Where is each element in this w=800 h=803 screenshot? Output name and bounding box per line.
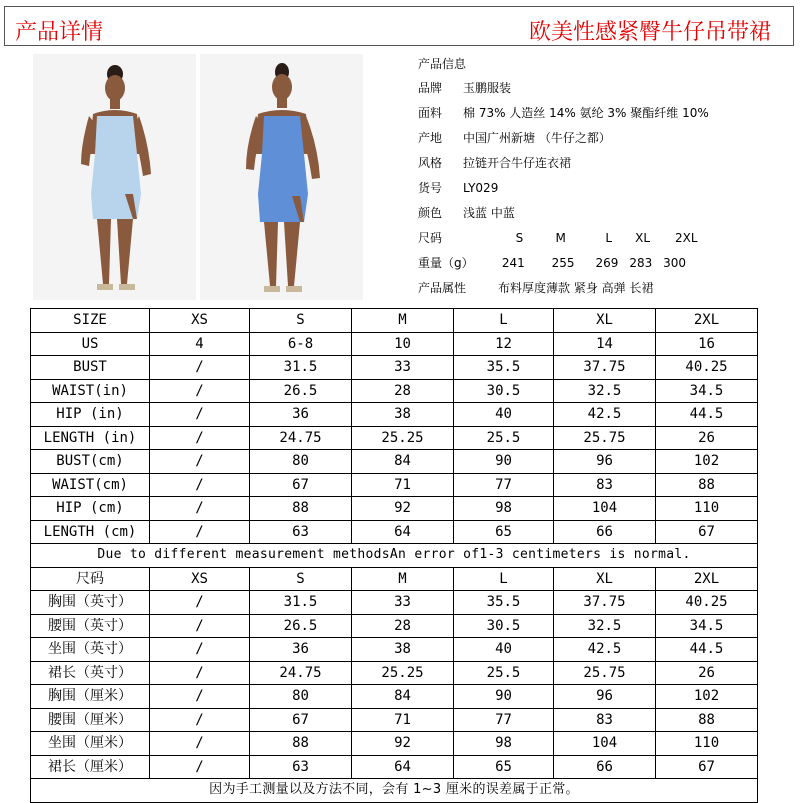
size-label: M [555, 231, 566, 245]
weight-value: 300 [663, 256, 687, 270]
row-label-cell: 腰围（厘米） [31, 708, 150, 732]
table-row [31, 685, 758, 709]
value-cell: 80 [250, 685, 352, 709]
value-cell: 110 [656, 732, 758, 756]
value-cell: 84 [352, 450, 454, 474]
value-cell: 38 [352, 638, 454, 662]
row-label-cell: LENGTH (cm) [31, 520, 150, 544]
note-row-en [31, 544, 758, 568]
product-photo-mid-blue [200, 54, 363, 300]
value-cell: 42.5 [554, 638, 656, 662]
row-label-cell: 尺码 [31, 567, 150, 591]
info-row-item-number: 货号 LY029 [418, 181, 499, 195]
value-cell: 25.5 [454, 661, 554, 685]
value-cell: 63 [250, 755, 352, 779]
value-cell: XS [150, 309, 250, 333]
value-cell: 77 [454, 473, 554, 497]
value-cell: 40 [454, 403, 554, 427]
value-cell: 67 [250, 708, 352, 732]
value-cell: 24.75 [250, 426, 352, 450]
value-cell: 65 [454, 520, 554, 544]
value-cell: M [352, 567, 454, 591]
value-cell: 33 [352, 356, 454, 380]
value-cell: 98 [454, 497, 554, 521]
value-cell: 64 [352, 520, 454, 544]
value-cell: / [150, 685, 250, 709]
value-cell: S [250, 309, 352, 333]
value-cell: 32.5 [554, 614, 656, 638]
value-cell: 110 [656, 497, 758, 521]
weight-value: 269 [595, 256, 619, 270]
value-cell: S [250, 567, 352, 591]
info-row-style: 风格 拉链开合牛仔连衣裙 [418, 156, 572, 170]
size-chart-table [30, 308, 758, 803]
table-header-row-cn [31, 567, 758, 591]
table-row [31, 426, 758, 450]
table-row [31, 732, 758, 756]
table-row [31, 520, 758, 544]
row-label-cell: 腰围（英寸） [31, 614, 150, 638]
row-label-cell: 胸围（英寸） [31, 591, 150, 615]
value-cell: 26.5 [250, 379, 352, 403]
model-mid-blue-dress-image [200, 54, 363, 300]
info-row-sizes: 尺码 S M L XL 2XL [418, 226, 798, 251]
value-cell: / [150, 379, 250, 403]
row-label-cell: 坐围（英寸） [31, 638, 150, 662]
value-cell: 30.5 [454, 379, 554, 403]
table-row [31, 450, 758, 474]
value-cell: M [352, 309, 454, 333]
value-cell: 88 [250, 732, 352, 756]
value-cell: 36 [250, 638, 352, 662]
row-label-cell: 胸围（厘米） [31, 685, 150, 709]
product-details-title: 产品详情 [15, 20, 104, 45]
table-row [31, 332, 758, 356]
value-cell: / [150, 520, 250, 544]
value-cell: 102 [656, 450, 758, 474]
note-row-cn [31, 779, 758, 803]
table-row [31, 614, 758, 638]
info-row-fabric: 面料 棉 73% 人造丝 14% 氨纶 3% 聚酯纤维 10% [418, 106, 709, 120]
value-cell: 83 [554, 473, 656, 497]
value-cell: L [454, 309, 554, 333]
info-row-color: 颜色 浅蓝 中蓝 [418, 206, 515, 220]
value-cell: 28 [352, 379, 454, 403]
value-cell: / [150, 497, 250, 521]
info-row-attributes: 产品属性 布料厚度薄款 紧身 高弹 长裙 [418, 281, 654, 295]
row-label-cell: 坐围（厘米） [31, 732, 150, 756]
value-cell: 34.5 [656, 614, 758, 638]
value-cell: 4 [150, 332, 250, 356]
value-cell: 77 [454, 708, 554, 732]
table-row [31, 497, 758, 521]
value-cell: / [150, 356, 250, 380]
value-cell: 83 [554, 708, 656, 732]
value-cell: 38 [352, 403, 454, 427]
value-cell: 14 [554, 332, 656, 356]
value-cell: 6-8 [250, 332, 352, 356]
table-row [31, 473, 758, 497]
row-label-cell: 裙长（厘米） [31, 755, 150, 779]
value-cell: 102 [656, 685, 758, 709]
row-label-cell: BUST(cm) [31, 450, 150, 474]
value-cell: 16 [656, 332, 758, 356]
value-cell: 66 [554, 755, 656, 779]
row-label-cell: HIP (in) [31, 403, 150, 427]
measurement-note: Due to different measurement methodsAn error of1-3 centimeters is normal. [31, 544, 758, 568]
model-light-blue-dress-image [33, 54, 196, 300]
row-label-cell: BUST [31, 356, 150, 380]
row-label-cell: US [31, 332, 150, 356]
value-cell: 26 [656, 661, 758, 685]
value-cell: 25.5 [454, 426, 554, 450]
value-cell: 12 [454, 332, 554, 356]
value-cell: 31.5 [250, 591, 352, 615]
row-label-cell: HIP (cm) [31, 497, 150, 521]
table-row [31, 591, 758, 615]
value-cell: 71 [352, 473, 454, 497]
product-info-panel [418, 52, 798, 301]
value-cell: / [150, 591, 250, 615]
value-cell: 28 [352, 614, 454, 638]
row-label-cell: WAIST(cm) [31, 473, 150, 497]
value-cell: 36 [250, 403, 352, 427]
value-cell: / [150, 755, 250, 779]
value-cell: / [150, 426, 250, 450]
value-cell: / [150, 450, 250, 474]
value-cell: 64 [352, 755, 454, 779]
value-cell: 98 [454, 732, 554, 756]
value-cell: 88 [250, 497, 352, 521]
row-label-cell: 裙长（英寸） [31, 661, 150, 685]
value-cell: XS [150, 567, 250, 591]
value-cell: / [150, 473, 250, 497]
value-cell: 71 [352, 708, 454, 732]
value-cell: 65 [454, 755, 554, 779]
value-cell: 66 [554, 520, 656, 544]
row-label-cell: LENGTH (in) [31, 426, 150, 450]
value-cell: 31.5 [250, 356, 352, 380]
value-cell: 34.5 [656, 379, 758, 403]
value-cell: 37.75 [554, 591, 656, 615]
table-row [31, 755, 758, 779]
value-cell: 2XL [656, 309, 758, 333]
value-cell: 84 [352, 685, 454, 709]
value-cell: 44.5 [656, 638, 758, 662]
product-photo-light-blue [33, 54, 196, 300]
value-cell: 35.5 [454, 356, 554, 380]
measurement-note: 因为手工测量以及方法不同，会有 1~3 厘米的误差属于正常。 [31, 779, 758, 803]
value-cell: 26 [656, 426, 758, 450]
weight-value: 283 [629, 256, 653, 270]
weight-value: 255 [551, 256, 575, 270]
value-cell: 10 [352, 332, 454, 356]
value-cell: 80 [250, 450, 352, 474]
value-cell: 37.75 [554, 356, 656, 380]
table-row [31, 403, 758, 427]
value-cell: 42.5 [554, 403, 656, 427]
value-cell: 67 [656, 520, 758, 544]
value-cell: 90 [454, 685, 554, 709]
value-cell: 44.5 [656, 403, 758, 427]
value-cell: / [150, 614, 250, 638]
value-cell: 25.75 [554, 426, 656, 450]
value-cell: L [454, 567, 554, 591]
value-cell: / [150, 403, 250, 427]
value-cell: 24.75 [250, 661, 352, 685]
value-cell: 33 [352, 591, 454, 615]
size-label: XL [635, 231, 651, 245]
value-cell: 88 [656, 708, 758, 732]
value-cell: 63 [250, 520, 352, 544]
value-cell: XL [554, 567, 656, 591]
value-cell: / [150, 732, 250, 756]
value-cell: 40 [454, 638, 554, 662]
value-cell: 92 [352, 732, 454, 756]
table-row [31, 638, 758, 662]
value-cell: 25.25 [352, 661, 454, 685]
table-header-row-en [31, 309, 758, 333]
value-cell: 2XL [656, 567, 758, 591]
value-cell: 40.25 [656, 591, 758, 615]
info-row-origin: 产地 中国广州新塘 （牛仔之都） [418, 131, 611, 145]
table-row [31, 379, 758, 403]
size-label: L [605, 231, 612, 245]
table-row [31, 356, 758, 380]
value-cell: 32.5 [554, 379, 656, 403]
product-info-heading: 产品信息 [418, 57, 467, 71]
table-row [31, 708, 758, 732]
value-cell: / [150, 708, 250, 732]
value-cell: 30.5 [454, 614, 554, 638]
weight-value: 241 [501, 256, 525, 270]
value-cell: 90 [454, 450, 554, 474]
row-label-cell: SIZE [31, 309, 150, 333]
value-cell: / [150, 661, 250, 685]
product-name-title: 欧美性感紧臀牛仔吊带裙 [528, 20, 771, 45]
page-header [4, 6, 794, 46]
value-cell: 104 [554, 497, 656, 521]
info-row-brand: 品牌 玉鹏服装 [418, 81, 512, 95]
value-cell: 26.5 [250, 614, 352, 638]
value-cell: 67 [250, 473, 352, 497]
value-cell: 96 [554, 685, 656, 709]
value-cell: 104 [554, 732, 656, 756]
value-cell: 35.5 [454, 591, 554, 615]
row-label-cell: WAIST(in) [31, 379, 150, 403]
value-cell: 92 [352, 497, 454, 521]
value-cell: / [150, 638, 250, 662]
table-row [31, 661, 758, 685]
value-cell: 96 [554, 450, 656, 474]
value-cell: 67 [656, 755, 758, 779]
size-label: 2XL [674, 231, 698, 245]
value-cell: XL [554, 309, 656, 333]
value-cell: 88 [656, 473, 758, 497]
value-cell: 25.75 [554, 661, 656, 685]
value-cell: 40.25 [656, 356, 758, 380]
size-label: S [515, 231, 524, 245]
info-row-weights: 重量（g） 241 255 269 283 300 [418, 251, 798, 276]
value-cell: 25.25 [352, 426, 454, 450]
